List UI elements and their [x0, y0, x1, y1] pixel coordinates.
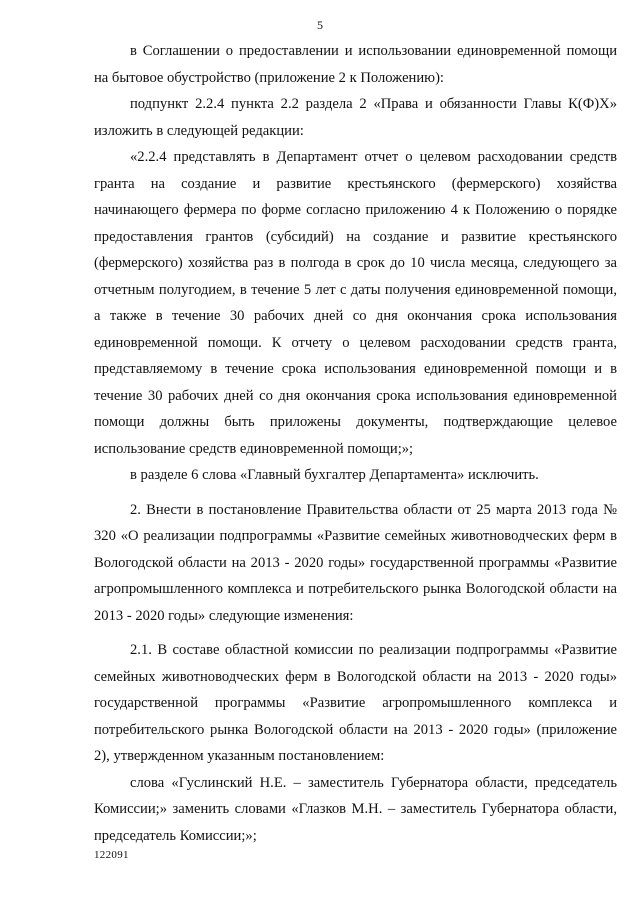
paragraph-subclause-2-2-4-text: «2.2.4 представлять в Департамент отчет о целевом расходовании средств гранта на создание и развитие крестьянского (фермерского) хозяйства начинающего фермера по форме согласно приложению 4 к Положению о порядке предоставления грантов (субсидий) на создание и развитие крестьянского (фермерского) хозяйства раз в полгода в срок до 10 числа месяца, следующего за отчетным полугодием, в течение 5 лет с даты получения единовременной помощи, а также в течение 30 рабочих дней со дня окончания срока использования единовременной помощи. К отчету о целевом расходовании средств гранта, представляемому в течение срока использования единовременной помощи и в течение 30 рабочих дней со дня окончания срока использования единовременной помощи должны быть приложены документы, подтверждающие целевое использование средств единовременной помощи;»; [94, 149, 617, 457]
document-code: 122091 [94, 849, 129, 861]
paragraph-section-6-change: в разделе 6 слова «Главный бухгалтер Департамента» исключить. [130, 467, 539, 483]
document-body [94, 38, 617, 849]
paragraph-item-2-1: 2.1. В составе областной комиссии по реализации подпрограммы «Развитие семейных животноводческих ферм в Вологодской области на 2013 - 2020 годы» государственной программы «Развитие агропромышленного комплекса и потребительского рынка Вологодской области на 2013 - 2020 годы» (приложение 2), утвержденном указанным постановлением: [94, 642, 617, 764]
paragraph-item-2: 2. Внести в постановление Правительства области от 25 марта 2013 года № 320 «О реализации подпрограммы «Развитие семейных животноводческих ферм в Вологодской области на 2013 - 2020 годы» государственной программы «Развитие агропромышленного комплекса и потребительского рынка Вологодской области на 2013 - 2020 годы» следующие изменения: [94, 501, 617, 624]
paragraph-subclause-2-2-4-intro: подпункт 2.2.4 пункта 2.2 раздела 2 «Права и обязанности Главы К(Ф)Х» изложить в следующей редакции: [94, 96, 617, 139]
paragraph-commission-replacement: слова «Гуслинский Н.Е. – заместитель Губернатора области, председатель Комиссии;» заменить словами «Глазков М.Н. – заместитель Губернатора области, председатель Комиссии;»; [94, 774, 617, 844]
paragraph-agreement-reference: в Соглашении о предоставлении и использовании единовременной помощи на бытовое обустройство (приложение 2 к Положению): [94, 43, 617, 86]
page-number: 5 [317, 18, 323, 32]
